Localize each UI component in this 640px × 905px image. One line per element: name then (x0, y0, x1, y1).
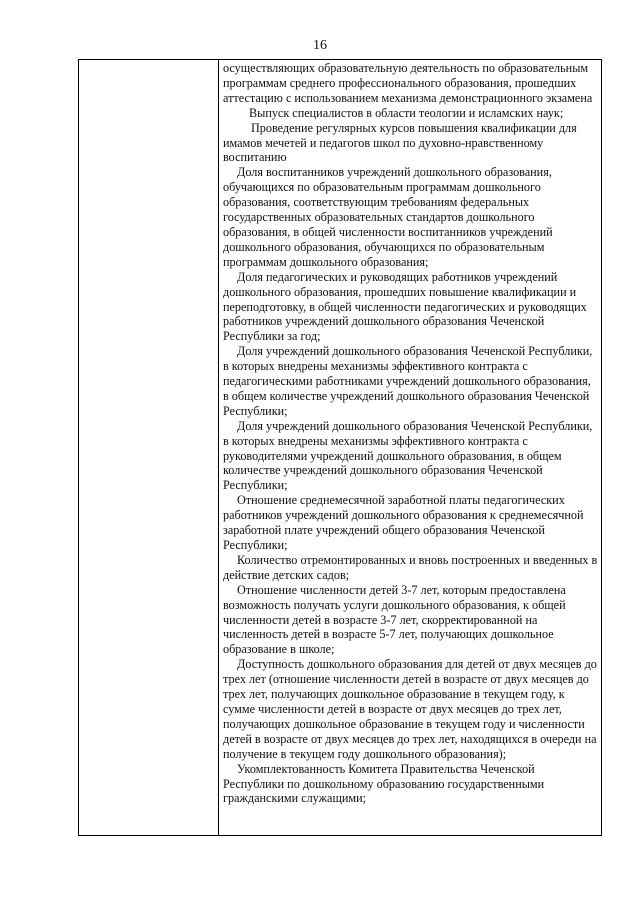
paragraph-salary-ratio: Отношение среднемесячной заработной платы педагогических работников учреждений дошкольного образования к среднемесячной заработной плате учреждений общего образования Чеченской Республики; (223, 493, 584, 552)
paragraph-fgos-share: Доля воспитанников учреждений дошкольного образования, обучающихся по образовательным программам дошкольного образования, соответствующим требованиям федеральных государственных образовательных стандартов дошкольного образования, в общей численности воспитанников учреждений дошкольного образования, обучающихся по образовательным программам дошкольного образования; (223, 165, 553, 269)
paragraph-contract-teachers: Доля учреждений дошкольного образования Чеченской Республики, в которых внедрены механизмы эффективного контракта с педагогическими работниками учреждений дошкольного образования, в общем количестве учреждений дошкольного образования Чеченской Республики; (223, 344, 593, 418)
paragraph-committee-staffing: Укомплектованность Комитета Правительства Чеченской Республики по дошкольному образованию государственными гражданскими служащими; (223, 761, 545, 806)
table-right-column (219, 60, 601, 835)
table-left-column (79, 60, 219, 835)
paragraph-imam-courses: Проведение регулярных курсов повышения квалификации для имамов мечетей и педагогов школ по духовно-нравственному воспитанию (223, 120, 577, 165)
paragraph-contract-heads: Доля учреждений дошкольного образования Чеченской Республики, в которых внедрены механизмы эффективного контракта с руководителями учреждений дошкольного образования, в общем количестве учреждений дошкольного образования Чеченской Республики; (223, 418, 593, 493)
paragraph-theology-graduates: Выпуск специалистов в области теологии и исламских наук; (249, 105, 564, 120)
paragraph-availability-under-3: Доступность дошкольного образования для детей от двух месяцев до трех лет (отношение численности детей в возрасте от двух месяцев до трех лет, получающих дошкольное образование в текущем году, к сумме численности детей в возрасте от двух месяцев до трех лет, получающих дошкольное образование в текущем году и численности детей в возрасте от двух месяцев до трех лет, находящихся в очереди на получение в текущем году дошкольного образования); (223, 657, 597, 761)
paragraph-kindergartens-built: Количество отремонтированных и вновь построенных и введенных в действие детских садов; (223, 552, 598, 582)
paragraph-teacher-training-share: Доля педагогических и руководящих работников учреждений дошкольного образования, прошедших повышение квалификации и переподготовку, в общей численности педагогических и руководящих работников учреждений дошкольного образования Чеченской Республики за год; (223, 269, 587, 344)
paragraph-vocational-exam: осуществляющих образовательную деятельность по образовательным программам среднего профессионального образования, прошедших аттестацию с использованием механизма демонстрационного экзамена (223, 61, 593, 105)
document-table (78, 59, 602, 836)
paragraph-children-3-7: Отношение численности детей 3-7 лет, которым предоставлена возможность получать услуги дошкольного образования, к общей численности детей в возрасте 3-7 лет, скорректированной на численность детей в возрасте 5-7 лет, получающих дошкольное образование в школе; (223, 582, 566, 657)
page-number: 16 (313, 38, 327, 53)
